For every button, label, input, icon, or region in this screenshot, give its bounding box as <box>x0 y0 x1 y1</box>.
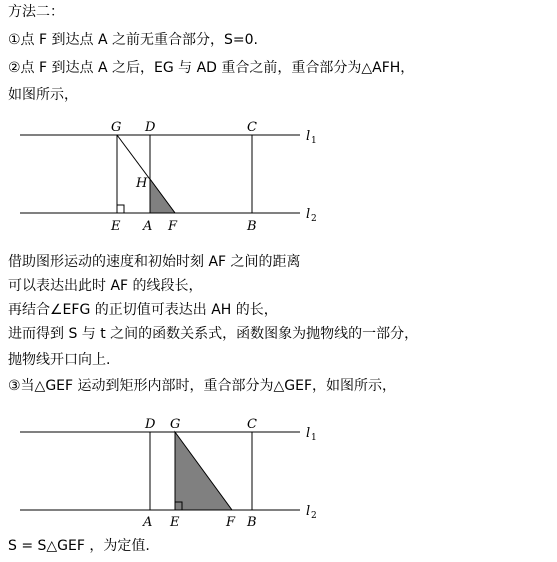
label-l1-sub: 1 <box>311 433 317 443</box>
explain-line-1: 借助图形运动的速度和初始时刻 AF 之间的距离 <box>8 254 301 270</box>
label-h: H <box>136 176 148 191</box>
label-d: D <box>145 417 156 432</box>
label-g: G <box>111 120 122 135</box>
case-3-text: ③当△GEF 运动到矩形内部时，重合部分为△GEF，如图所示， <box>8 378 397 394</box>
label-l2: l <box>306 504 311 519</box>
right-angle-mark <box>117 205 124 213</box>
explain-line-5: 抛物线开口向上. <box>8 352 111 368</box>
figure-2 <box>0 412 557 534</box>
label-c: C <box>247 417 257 432</box>
label-c: C <box>247 120 257 135</box>
label-a: A <box>143 219 153 234</box>
label-f: F <box>226 515 236 530</box>
explain-line-3: 再结合∠EFG 的正切值可表达出 AH 的长， <box>8 302 278 318</box>
case-1-text: ①点 F 到达点 A 之前无重合部分，S=0. <box>8 32 258 48</box>
explain-line-4: 进而得到 S 与 t 之间的函数关系式，函数图象为抛物线的一部分， <box>8 326 419 342</box>
label-g: G <box>170 417 181 432</box>
label-l2-sub: 2 <box>311 214 317 224</box>
label-a: A <box>143 515 153 530</box>
figure-1 <box>0 115 557 240</box>
label-l1: l <box>306 426 311 441</box>
label-l1: l <box>306 129 311 144</box>
as-shown-text: 如图所示， <box>8 87 78 103</box>
conclusion-text: S = S△GEF ，为定值. <box>8 538 150 554</box>
label-b: B <box>247 515 257 530</box>
shaded-triangle-gef <box>175 432 232 510</box>
label-b: B <box>247 219 257 234</box>
label-l2: l <box>306 207 311 222</box>
label-f: F <box>168 219 178 234</box>
case-2-text: ②点 F 到达点 A 之后，EG 与 AD 重合之前，重合部分为△AFH， <box>8 60 415 76</box>
heading-method-two: 方法二： <box>8 4 64 20</box>
explain-line-2: 可以表达出此时 AF 的线段长， <box>8 278 203 294</box>
label-l2-sub: 2 <box>311 511 317 521</box>
label-e: E <box>170 515 180 530</box>
label-e: E <box>111 219 121 234</box>
shaded-triangle-afh <box>150 179 175 213</box>
label-d: D <box>145 120 156 135</box>
label-l1-sub: 1 <box>311 136 317 146</box>
